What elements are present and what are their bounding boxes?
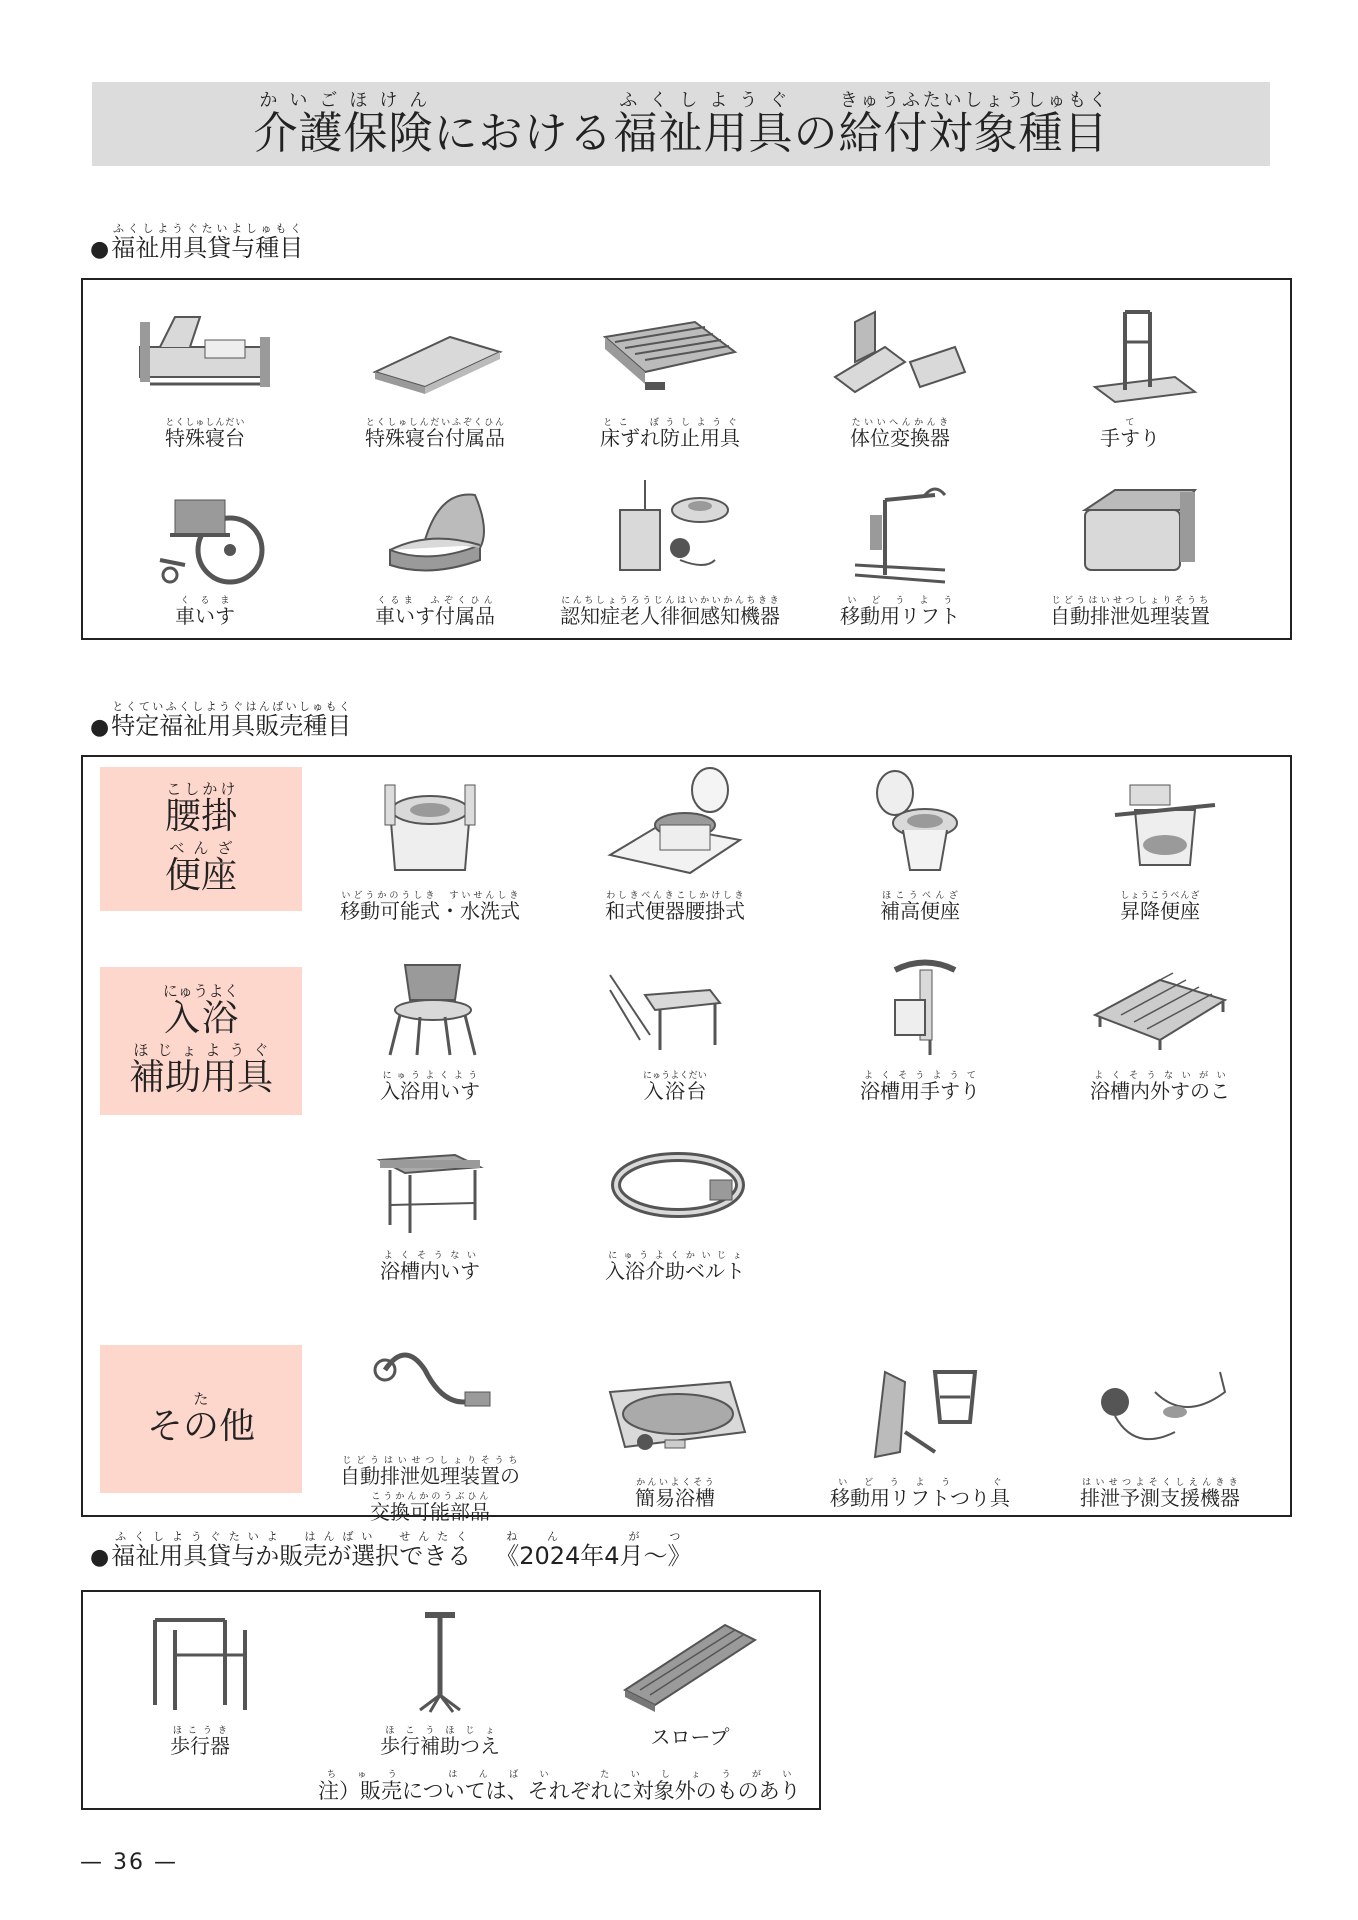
sale-item <box>1050 765 1270 921</box>
item-label: 歩行補助つえほこうほじょ <box>380 1726 500 1758</box>
rental-item <box>1020 292 1240 448</box>
rental-item <box>1020 470 1240 626</box>
item-label: 体位変換器たいいへんかんき <box>850 418 950 450</box>
item-label: 入浴用いすにゅうよくよう <box>380 1071 480 1103</box>
rental-item <box>95 292 315 448</box>
squat-toilet-seat-icon <box>590 765 760 885</box>
sale-item <box>810 1352 1030 1508</box>
item-label: 特殊寝台付属品とくしゅしんだいふぞくひん <box>365 418 505 450</box>
bath-duckboard-icon <box>1075 945 1245 1065</box>
bath-assist-belt-icon <box>590 1125 760 1245</box>
rental-item <box>790 292 1010 448</box>
sale-item <box>320 1330 540 1522</box>
item-label: 自動排泄処理装置のじどうはいせつしょりそうち <box>340 1456 520 1488</box>
item-label: 補高便座ほこうべんざ <box>880 891 960 923</box>
page-number: — 36 — <box>80 1850 178 1875</box>
sale-item <box>320 765 540 921</box>
in-tub-chair-icon <box>345 1125 515 1245</box>
sale-item <box>810 765 1030 921</box>
choice-heading: ●福祉用具貸与か販売が選択できるふくしようぐたいよ はんばい せんたく 《2024年4月～》ねん がつ <box>90 1530 692 1570</box>
item-label: 交換可能部品こうかんかのうぶひん <box>370 1492 490 1524</box>
choice-note: 注）販売については、それぞれに対象外のものありちゅう はんばい たいしょうがい <box>318 1770 801 1803</box>
air-mattress-icon <box>585 292 755 412</box>
rental-item <box>560 292 780 448</box>
sale-item <box>565 945 785 1101</box>
category-other: その他た <box>100 1345 302 1493</box>
choice-item <box>580 1600 800 1747</box>
item-label: 排泄予測支援機器はいせつよそくしえんきき <box>1080 1478 1240 1510</box>
item-label: 浴槽内いすよくそうない <box>380 1251 480 1283</box>
item-label: 入浴台にゅうよくだい <box>642 1071 708 1103</box>
item-label: 自動排泄処理装置じどうはいせつしょりそうち <box>1050 596 1210 628</box>
quad-cane-icon <box>355 1600 525 1720</box>
rental-heading: ●福祉用具貸与種目ふくしようぐたいよしゅもく <box>90 222 304 262</box>
bathtub-rail-icon <box>835 945 1005 1065</box>
shower-chair-icon <box>345 945 515 1065</box>
item-label: 浴槽用手すりよくそうようて <box>860 1071 980 1103</box>
item-label: 床ずれ防止用具とこ ぼうしようぐ <box>600 418 740 450</box>
item-label: 和式便器腰掛式わしきべんきこしかけしき <box>605 891 745 923</box>
bath-board-icon <box>590 945 760 1065</box>
ramp-icon <box>605 1600 775 1720</box>
item-label: スロープ <box>650 1725 730 1749</box>
item-label: 車いすくるま <box>175 596 235 628</box>
sale-item <box>565 1352 785 1508</box>
item-label: 移動用リフトいどうよう <box>840 596 960 628</box>
item-label: 移動可能式・水洗式いどうかのうしき すいせんしき <box>340 891 520 923</box>
excretion-tube-icon <box>345 1330 515 1450</box>
sale-item <box>1050 1352 1270 1508</box>
item-label: 歩行器ほこうき <box>170 1726 230 1758</box>
rental-item <box>790 470 1010 626</box>
item-label: 移動用リフトつり具いどうよう ぐ <box>830 1478 1010 1510</box>
walker-icon <box>115 1600 285 1720</box>
sale-item <box>320 1125 540 1281</box>
item-label: 昇降便座しょうこうべんざ <box>1120 891 1200 923</box>
category-toilet-seat: 腰掛こしかけ 便座べんざ <box>100 767 302 911</box>
sale-item <box>565 1125 785 1281</box>
title-banner <box>92 82 1270 166</box>
wander-sensor-icon <box>585 470 755 590</box>
item-label: 浴槽内外すのこよくそうないがい <box>1090 1071 1230 1103</box>
item-label: 車いす付属品くるま ふぞくひん <box>375 596 495 628</box>
sale-item <box>565 765 785 921</box>
handrail-icon <box>1045 292 1215 412</box>
portable-bathtub-icon <box>590 1352 760 1472</box>
rental-item <box>95 470 315 626</box>
sale-item <box>1050 945 1270 1101</box>
item-label: 入浴介助ベルトにゅうよくかいじょ <box>605 1251 745 1283</box>
wheelchair-cushion-icon <box>350 470 520 590</box>
item-label: 簡易浴槽かんいよくそう <box>635 1478 715 1510</box>
sale-item <box>810 945 1030 1101</box>
choice-item <box>330 1600 550 1756</box>
mattress-board-icon <box>350 292 520 412</box>
excretion-predictor-icon <box>1075 1352 1245 1472</box>
sale-item <box>320 945 540 1101</box>
care-bed-icon <box>120 292 290 412</box>
item-label: 認知症老人徘徊感知機器にんちしょうろうじんはいかいかんちきき <box>560 596 780 628</box>
sale-heading: ●特定福祉用具販売種目とくていふくしようぐはんばいしゅもく <box>90 700 352 740</box>
lift-toilet-seat-icon <box>1075 765 1245 885</box>
auto-excretion-device-icon <box>1045 470 1215 590</box>
rental-item <box>325 470 545 626</box>
item-label: 手すりて <box>1100 418 1160 450</box>
portable-toilet-icon <box>345 765 515 885</box>
wheelchair-icon <box>120 470 290 590</box>
rental-item <box>325 292 545 448</box>
category-bathing-aid: 入浴にゅうよく 補助用具ほじょようぐ <box>100 967 302 1115</box>
rental-item <box>560 470 780 626</box>
lift-sling-icon <box>835 1352 1005 1472</box>
page-title: 介護保険かいごほけんにおける福祉用具ふくしようぐの給付対象種目きゅうふたいしょうしゅもく <box>253 90 1109 159</box>
item-label: 特殊寝台とくしゅしんだい <box>165 418 245 450</box>
raised-toilet-seat-icon <box>835 765 1005 885</box>
patient-lift-icon <box>815 470 985 590</box>
position-cushion-icon <box>815 292 985 412</box>
choice-item <box>90 1600 310 1756</box>
